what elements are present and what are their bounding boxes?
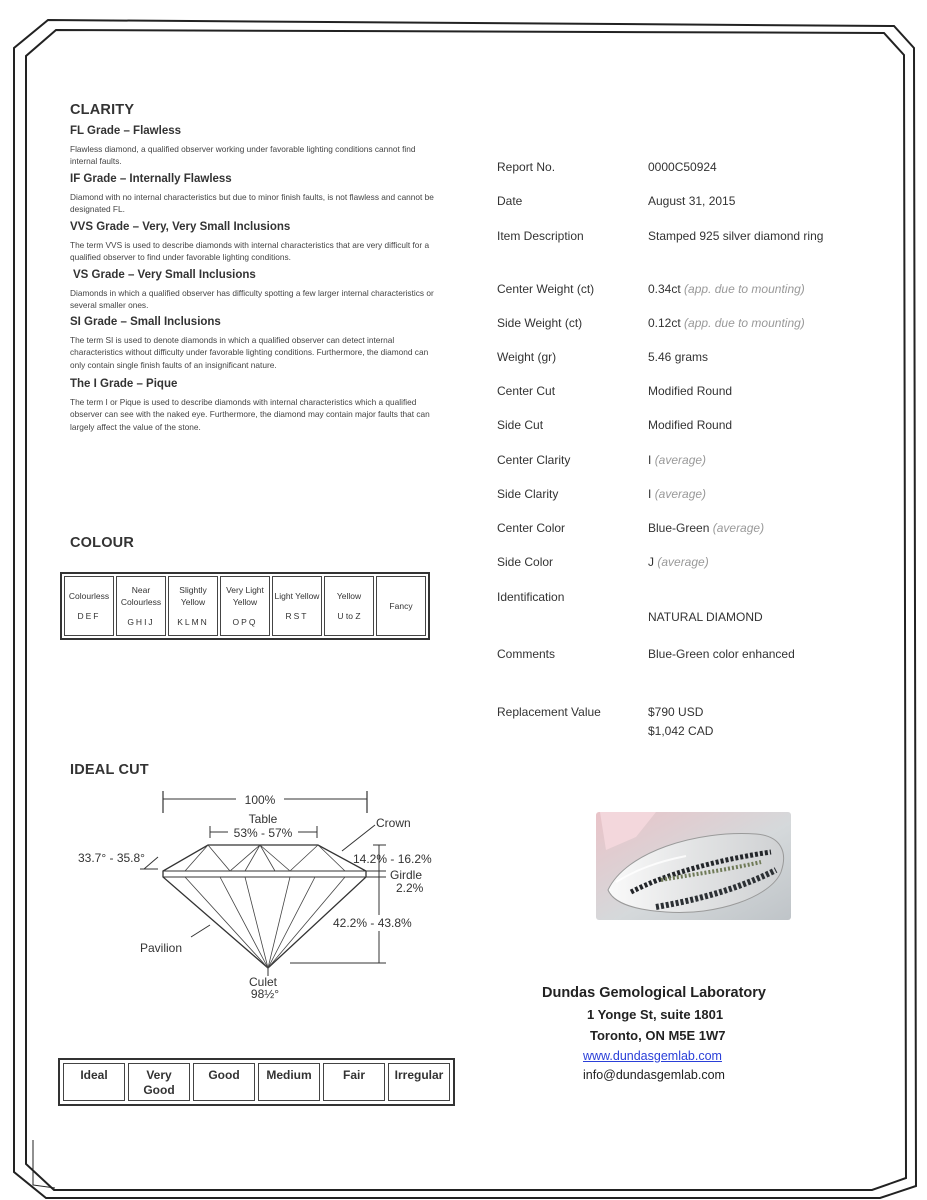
colour-grades: RST [285, 611, 309, 621]
cut-grade-table [58, 1058, 455, 1106]
lab-address-line2: Toronto, ON M5E 1W7 [590, 1028, 726, 1043]
colour-cell-fancy [376, 576, 426, 636]
lab-name-text: Dundas Gemological Laboratory [542, 985, 766, 1001]
date-value: August 31, 2015 [648, 194, 736, 208]
crown-height: 14.2% - 16.2% [353, 852, 432, 866]
replacement-value-label: Replacement Value [497, 705, 601, 719]
side-clarity-note: (average) [654, 487, 707, 501]
comments-label: Comments [497, 647, 556, 661]
center-cut-label: Center Cut [497, 384, 556, 398]
i-grade-heading: The I Grade – Pique [70, 378, 178, 390]
comments-value: Blue-Green color enhanced [648, 647, 795, 661]
colour-name: Very Light Yellow [226, 585, 264, 607]
cut-grade-ideal: Ideal [63, 1063, 125, 1101]
colour-name: Near Colourless [120, 585, 162, 607]
colour-name: Colourless [68, 591, 110, 601]
colour-cell-very-light-yellow [220, 576, 270, 636]
item-description-value: Stamped 925 silver diamond ring [648, 229, 824, 243]
i-grade-description: The term I or Pique is used to describe diamonds with internal characteristics which a qualified observer can see with the naked eye. Furthermore, the diamond may contain major faults that can largely affect the value of the stone. [70, 397, 430, 432]
center-clarity-note: (average) [654, 453, 707, 467]
pavilion-label: Pavilion [140, 941, 183, 955]
vs-grade-description: Diamonds in which a qualified observer has difficulty spotting a few larger internal characteristics or several smaller ones. [70, 288, 434, 311]
lab-email: info@dundasgemlab.com [583, 1068, 725, 1082]
table-label: Table [248, 812, 278, 826]
colour-scale-table [60, 572, 430, 640]
colour-name: Light Yellow [274, 591, 320, 601]
item-description-label: Item Description [497, 229, 584, 243]
colour-name: Yellow [336, 591, 362, 601]
side-weight-amount: 0.12ct [648, 316, 681, 330]
report-no-value: 0000C50924 [648, 160, 717, 174]
center-color-value [648, 521, 764, 535]
girdle-label: Girdle [390, 868, 423, 882]
si-grade-heading: SI Grade – Small Inclusions [70, 316, 221, 328]
ideal-cut-diagram [60, 785, 460, 1010]
center-color-grade: Blue-Green [648, 521, 710, 535]
side-clarity-value [648, 487, 706, 501]
center-color-label: Center Color [497, 521, 566, 535]
culet-label: Culet [248, 975, 278, 989]
side-weight-note: (app. due to mounting) [684, 316, 805, 330]
center-cut-value: Modified Round [648, 384, 733, 398]
colour-grades: OPQ [232, 617, 258, 627]
ring-photo [596, 812, 791, 920]
crown-angle: 33.7° - 35.8° [78, 851, 145, 865]
center-clarity-grade: I [648, 453, 652, 467]
colour-grades: U to Z [337, 611, 361, 621]
weight-gr-value: 5.46 grams [648, 350, 709, 364]
center-weight-value [648, 282, 805, 296]
colour-cell-colourless [64, 576, 114, 636]
colour-grades: KLMN [177, 617, 209, 627]
center-weight-label: Center Weight (ct) [497, 282, 595, 296]
center-clarity-label: Center Clarity [497, 453, 571, 467]
fl-grade-description: Flawless diamond, a qualified observer working under favorable lighting conditions cannot find internal faults. [70, 144, 416, 167]
if-grade-description: Diamond with no internal characteristics but due to minor finish faults, is not flawless and cannot be designated FL. [70, 192, 434, 215]
colour-title: COLOUR [70, 535, 135, 551]
replacement-value-usd: $790 USD [648, 705, 704, 719]
ideal-cut-title: IDEAL CUT [70, 762, 149, 778]
side-color-grade: J [648, 555, 654, 569]
center-color-note: (average) [712, 521, 765, 535]
side-weight-label: Side Weight (ct) [497, 316, 583, 330]
width-label: 100% [244, 793, 276, 807]
center-weight-note: (app. due to mounting) [684, 282, 805, 296]
weight-gr-label: Weight (gr) [497, 350, 557, 364]
crown-label: Crown [376, 816, 411, 830]
side-color-label: Side Color [497, 555, 554, 569]
fl-grade-heading: FL Grade – Flawless [70, 125, 182, 137]
colour-cell-near-colourless [116, 576, 166, 636]
culet-value: 98½° [250, 987, 280, 1001]
replacement-value-cad: $1,042 CAD [648, 724, 714, 738]
side-cut-value: Modified Round [648, 418, 733, 432]
diamond-outline [163, 845, 366, 968]
table-range: 53% - 57% [233, 826, 293, 840]
vs-grade-heading: VS Grade – Very Small Inclusions [73, 269, 256, 281]
colour-name: Fancy [389, 601, 413, 611]
vvs-grade-heading: VVS Grade – Very, Very Small Inclusions [70, 221, 291, 233]
pavilion-depth: 42.2% - 43.8% [333, 916, 412, 930]
identification-value: NATURAL DIAMOND [648, 610, 763, 624]
side-cut-label: Side Cut [497, 418, 544, 432]
cut-grade-fair: Fair [323, 1063, 385, 1101]
identification-label: Identification [497, 590, 565, 604]
date-label: Date [497, 194, 523, 208]
girdle-value: 2.2% [396, 881, 424, 895]
clarity-title: CLARITY [70, 102, 135, 118]
side-color-note: (average) [657, 555, 709, 569]
center-clarity-value [648, 453, 706, 467]
colour-cell-slightly-yellow [168, 576, 218, 636]
cut-grade-irregular: Irregular [388, 1063, 450, 1101]
lab-address-line1: 1 Yonge St, suite 1801 [587, 1007, 724, 1022]
lab-website-link[interactable]: www.dundasgemlab.com [583, 1049, 722, 1063]
report-no-label: Report No. [497, 160, 556, 174]
colour-cell-yellow [324, 576, 374, 636]
cut-grade-very-good: Very Good [128, 1063, 190, 1101]
side-weight-value [648, 316, 805, 330]
side-clarity-label: Side Clarity [497, 487, 559, 501]
vvs-grade-description: The term VVS is used to describe diamonds with internal characteristics that are very difficult for a qualified observer to find under favorable lighting conditions. [70, 240, 430, 263]
side-clarity-grade: I [648, 487, 652, 501]
cut-grade-medium: Medium [258, 1063, 320, 1101]
colour-name: Slightly Yellow [179, 585, 207, 607]
cut-grade-good: Good [193, 1063, 255, 1101]
colour-grades: DEF [77, 611, 101, 621]
si-grade-description: The term SI is used to denote diamonds in which a qualified observer can detect internal characteristics without difficulty under favorable lighting conditions. Furthermore, the diamond can only contain single finish faults of an insignificant nature. [70, 335, 429, 370]
colour-grades: GHIJ [127, 617, 155, 627]
colour-cell-light-yellow [272, 576, 322, 636]
center-weight-amount: 0.34ct [648, 282, 681, 296]
if-grade-heading: IF Grade – Internally Flawless [70, 173, 232, 185]
side-color-value [648, 555, 709, 569]
